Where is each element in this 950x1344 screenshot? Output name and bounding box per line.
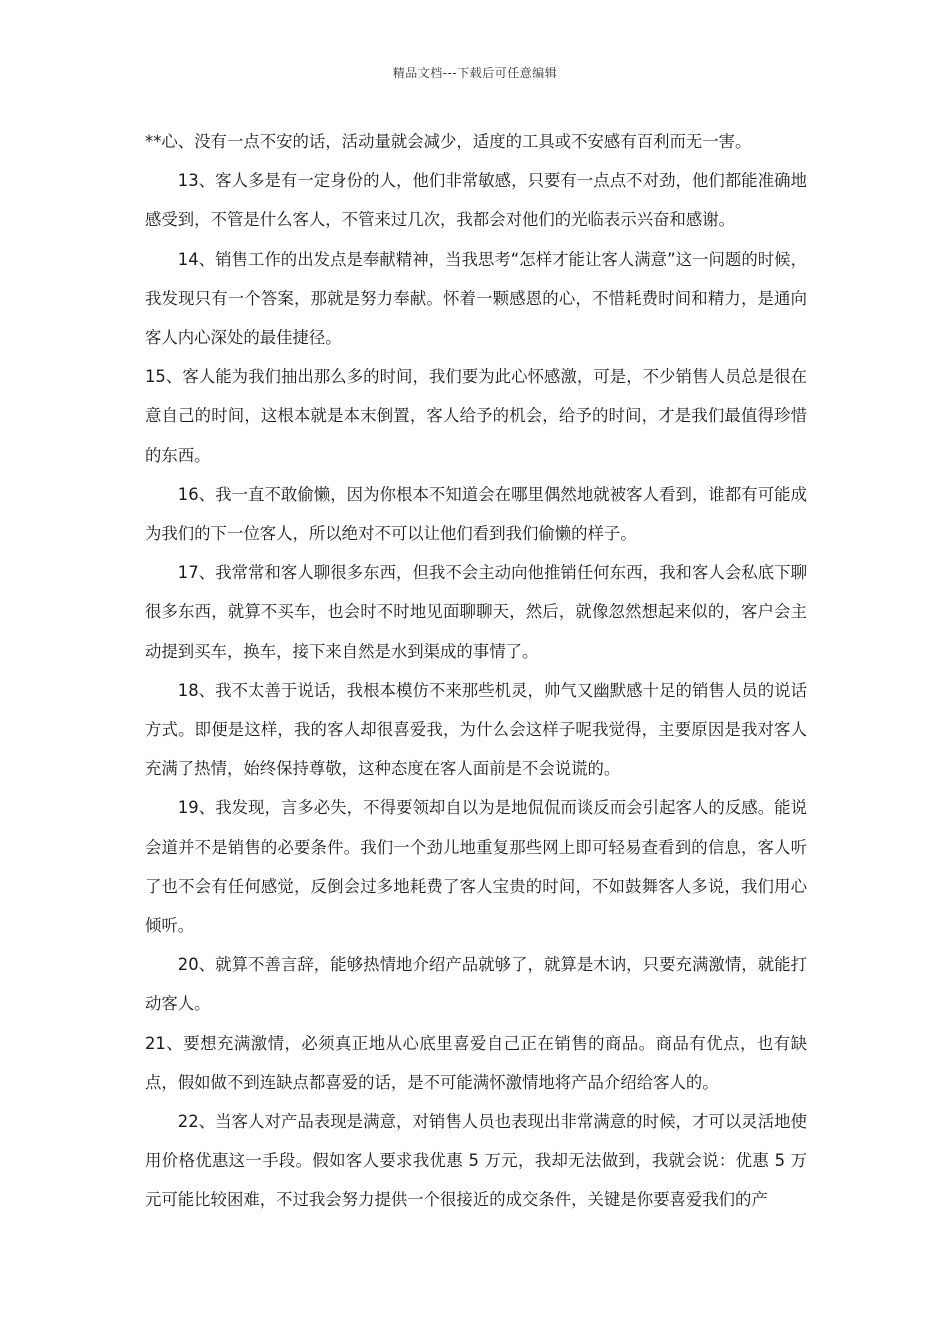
- paragraph-14: 14、销售工作的出发点是奉献精神，当我思考“怎样才能让客人满意”这一问题的时候，我发现只有一个答案，那就是努力奉献。怀着一颗感恩的心，不惜耗费时间和精力，是通向客人内心深处的最佳捷径。: [145, 249, 807, 348]
- paragraph-22: 22、当客人对产品表现是满意，对销售人员也表现出非常满意的时候，才可以灵活地使用价格优惠这一手段。假如客人要求我优惠 5 万元，我却无法做到，我就会说：优惠 5 万元可能比较困难，不过我会努力提供一个很接近的成交条件，关键是你要喜爱我们的产: [145, 1112, 807, 1210]
- paragraph-21: 21、要想充满激情，必须真正地从心底里喜爱自己正在销售的商品。商品有优点，也有缺点，假如做不到连缺点都喜爱的话，是不可能满怀激情地将产品介绍给客人的。: [145, 1033, 807, 1092]
- paragraph-19: 19、我发现，言多必失，不得要领却自以为是地侃侃而谈反而会引起客人的反感。能说会道并不是销售的必要条件。我们一个劲儿地重复那些网上即可轻易查看到的信息，客人听了也不会有任何感觉，反倒会过多地耗费了客人宝贵的时间，不如鼓舞客人多说，我们用心倾听。: [145, 798, 807, 936]
- paragraph-1: **心、没有一点不安的话，活动量就会减少，适度的工具或不安感有百利而无一害。: [145, 132, 752, 151]
- paragraph-20: 20、就算不善言辞，能够热情地介绍产品就够了，就算是木讷，只要充满激情，就能打动客人。: [145, 955, 807, 1014]
- paragraph-16: 16、我一直不敢偷懒，因为你根本不知道会在哪里偶然地就被客人看到，谁都有可能成为我们的下一位客人，所以绝对不可以让他们看到我们偷懒的样子。: [145, 484, 807, 544]
- paragraph-15: 15、客人能为我们抽出那么多的时间，我们要为此心怀感激，可是，不少销售人员总是很在意自己的时间，这根本就是本末倒置，客人给予的机会，给予的时间，才是我们最值得珍惜的东西。: [145, 367, 807, 465]
- paragraph-13: 13、客人多是有一定身份的人，他们非常敏感，只要有一点点不对劲，他们都能准确地感受到，不管是什么客人，不管来过几次，我都会对他们的光临表示兴奋和感谢。: [145, 171, 807, 230]
- page-header: 精品文档---下载后可任意编辑: [392, 66, 558, 80]
- paragraph-17: 17、我常常和客人聊很多东西，但我不会主动向他推销任何东西，我和客人会私底下聊很多东西，就算不买车，也会时不时地见面聊聊天，然后，就像忽然想起来似的，客户会主动提到买车，换车，接下来自然是水到渠成的事情了。: [145, 563, 807, 661]
- paragraph-18: 18、我不太善于说话，我根本模仿不来那些机灵，帅气又幽默感十足的销售人员的说话方式。即便是这样，我的客人却很喜爱我，为什么会这样子呢我觉得，主要原因是我对客人充满了热情，始终保持尊敬，这种态度在客人面前是不会说谎的。: [145, 680, 807, 779]
- document-body: [145, 122, 807, 1220]
